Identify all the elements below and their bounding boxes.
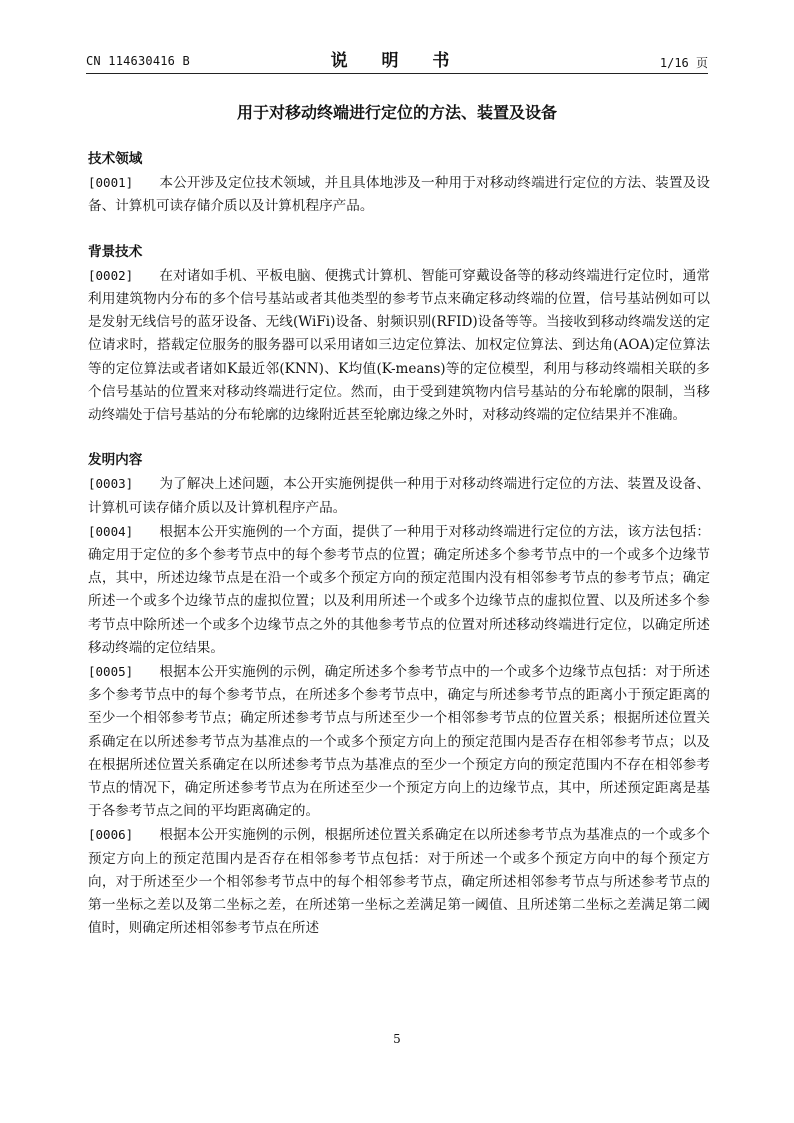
page-of-total: 1/16 页	[659, 56, 708, 70]
paragraph-text: 本公开涉及定位技术领域，并且具体地涉及一种用于对移动终端进行定位的方法、装置及设备、计算机可读存储介质以及计算机程序产品。	[88, 175, 710, 215]
paragraph-text: 根据本公开实施例的一个方面，提供了一种用于对移动终端进行定位的方法，该方法包括：确定用于定位的多个参考节点中的每个参考节点的位置；确定所述多个参考节点中的一个或多个边缘节点，其中，所述边缘节点是在沿一个或多个预定方向的预定范围内没有相邻参考节点的参考节点；确定所述一个或多个边缘节点的虚拟位置；以及利用所述一个或多个边缘节点的虚拟位置、以及所述多个参考节点中除所述一个或多个边缘节点之外的其他参考节点的位置对所述移动终端进行定位，以确定所述移动终端的定位结果。	[88, 523, 710, 656]
paragraph-text: 在对诸如手机、平板电脑、便携式计算机、智能可穿戴设备等的移动终端进行定位时，通常利用建筑物内分布的多个信号基站或者其他类型的参考节点来确定移动终端的位置，信号基站例如可以是发射无线信号的蓝牙设备、无线(WiFi)设备、射频识别(RFID)设备等等。当接收到移动终端发送的定位请求时，搭载定位服务的服务器可以采用诸如三边定位算法、加权定位算法、到达角(AOA)定位算法等的定位算法或者诸如K最近邻(KNN)、K均值(K-means)等的定位模型，利用与移动终端相关联的多个信号基站的位置来对移动终端进行定位。然而，由于受到建筑物内信号基站的分布轮廓的限制，当移动终端处于信号基站的分布轮廓的边缘附近甚至轮廓边缘之外时，对移动终端的定位结果并不准确。	[88, 267, 710, 424]
paragraph-text: 根据本公开实施例的示例，根据所述位置关系确定在以所述参考节点为基准点的一个或多个预定方向上的预定范围内是否存在相邻参考节点包括：对于所述一个或多个预定方向中的每个预定方向，对于所述至少一个相邻参考节点中的每个相邻参考节点，确定所述相邻参考节点与所述参考节点的第一坐标之差以及第二坐标之差，在所述第一坐标之差满足第一阈值、且所述第二坐标之差满足第二阈值时，则确定所述相邻参考节点在所述	[88, 827, 710, 937]
header-rule	[86, 73, 708, 74]
paragraph	[88, 264, 710, 427]
section-heading: 发明内容	[88, 452, 143, 469]
paragraph-text: 为了解决上述问题，本公开实施例提供一种用于对移动终端进行定位的方法、装置及设备、计算机可读存储介质以及计算机程序产品。	[88, 476, 710, 516]
section-summary	[88, 449, 710, 940]
document-title: 用于对移动终端进行定位的方法、装置及设备	[236, 103, 557, 122]
section-heading: 技术领域	[88, 151, 143, 167]
paragraph-number: [0005]	[88, 664, 134, 680]
publication-number: CN 114630416 B	[86, 54, 190, 68]
paragraph	[88, 472, 710, 519]
paragraph-text: 根据本公开实施例的示例，确定所述多个参考节点中的一个或多个边缘节点包括：对于所述多个参考节点中的每个参考节点，在所述多个参考节点中，确定与所述参考节点的距离小于预定距离的至少一个相邻参考节点；确定所述参考节点与所述至少一个相邻参考节点的位置关系；根据所述位置关系确定在以所述参考节点为基准点的一个或多个预定方向上的预定范围内是否存在相邻参考节点；以及在根据所述位置关系确定在以所述参考节点为基准点的至少一个预定方向的预定范围内不存在相邻参考节点的情况下，确定所述参考节点为在所述至少一个预定方向上的边缘节点，其中，所述预定距离是基于各参考节点之间的平均距离确定的。	[88, 664, 710, 820]
paragraph	[88, 823, 710, 940]
paragraph	[88, 660, 710, 823]
section-technical-field	[88, 148, 710, 219]
paragraph-number: [0004]	[88, 523, 134, 539]
section-background	[88, 241, 710, 428]
paragraph-number: [0003]	[88, 476, 134, 492]
document-type: 说 明 书	[330, 51, 464, 71]
paragraph	[88, 520, 710, 660]
page-number: 5	[393, 1032, 401, 1046]
document-body	[88, 148, 710, 963]
paragraph-number: [0002]	[88, 267, 134, 283]
paragraph	[88, 171, 710, 218]
page-header	[86, 46, 708, 72]
section-heading: 背景技术	[88, 243, 143, 260]
paragraph-number: [0006]	[88, 827, 134, 843]
paragraph-number: [0001]	[88, 175, 134, 191]
